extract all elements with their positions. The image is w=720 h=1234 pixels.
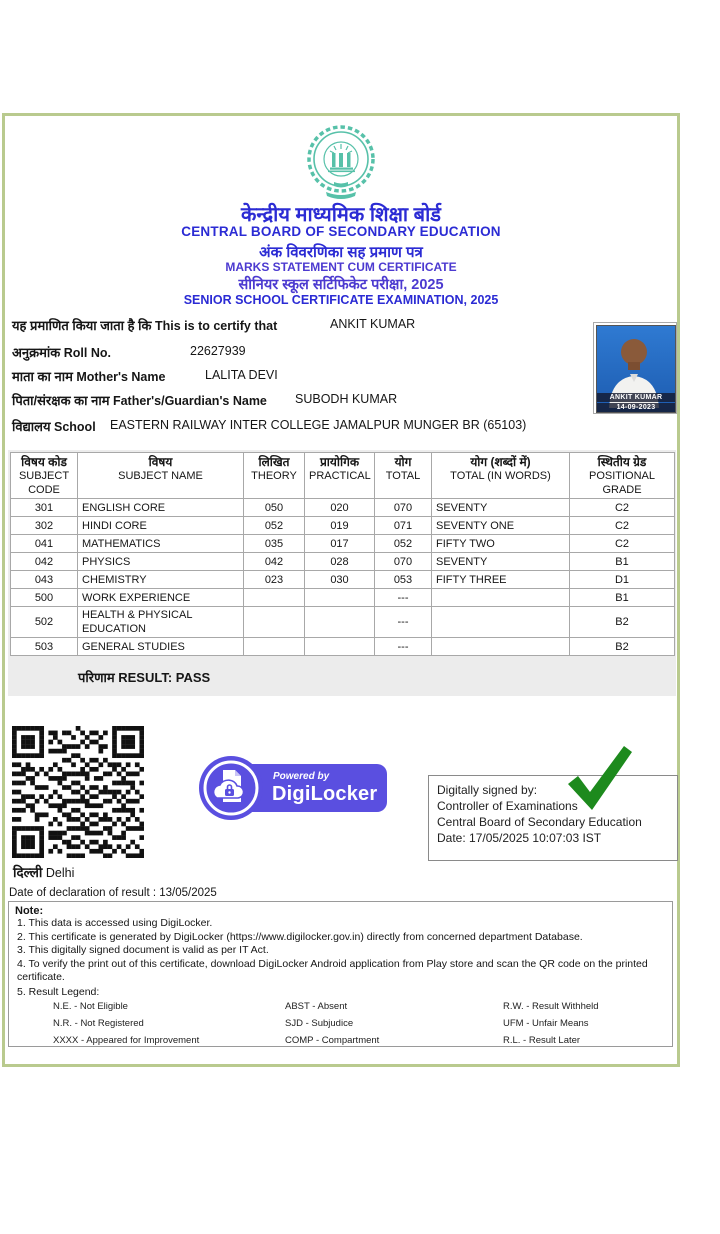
student-photo-image [596,325,676,413]
table-cell: WORK EXPERIENCE [78,589,244,607]
doc-title-hindi: अंक विवरणिका सह प्रमाण पत्र [259,244,423,261]
col-total-words: योग (शब्दों में) TOTAL (IN WORDS) [432,453,570,499]
legend-item: R.L. - Result Later [503,1034,581,1046]
note-title: Note: [15,905,44,917]
table-cell [305,638,375,656]
school-name: EASTERN RAILWAY INTER COLLEGE JAMALPUR MUNGER BR (65103) [110,418,527,432]
photo-caption-name: ANKIT KUMAR [597,393,675,402]
table-cell: 050 [244,499,305,517]
col-subject-code: विषय कोड SUBJECT CODE [11,453,78,499]
table-row [11,517,675,535]
result-value: RESULT: PASS [118,670,211,685]
notes-list [15,917,666,985]
legend-item: SJD - Subjudice [285,1017,354,1029]
table-row [11,607,675,638]
mother-row [12,367,670,385]
table-row [11,535,675,553]
table-cell: 041 [11,535,78,553]
legend-item: R.W. - Result Withheld [503,1000,599,1012]
result-legend-title: 5. Result Legend: [17,985,100,998]
result-label-hindi: परिणाम [78,670,115,685]
table-cell: PHYSICS [78,553,244,571]
cbse-seal-icon [306,122,376,202]
table-cell: 023 [244,571,305,589]
school-label-english: School [54,420,96,434]
declaration-date: 13/05/2025 [159,887,217,899]
table-cell: 302 [11,517,78,535]
table-cell: 053 [375,571,432,589]
legend-item: COMP - Compartment [285,1034,380,1046]
digilocker-badge [231,764,387,812]
table-cell: GENERAL STUDIES [78,638,244,656]
certify-label-hindi: यह प्रमाणित किया जाता है कि [12,318,152,333]
table-cell: 500 [11,589,78,607]
table-row [11,589,675,607]
table-cell: --- [375,589,432,607]
table-cell: D1 [570,571,675,589]
candidate-name: ANKIT KUMAR [330,317,416,331]
table-cell: --- [375,607,432,638]
table-row [11,553,675,571]
result-line [78,668,210,686]
table-cell: SEVENTY [432,553,570,571]
certify-label-english: This is to certify that [155,319,278,333]
legend-item: UFM - Unfair Means [503,1017,589,1029]
signature-line4: Date: 17/05/2025 10:07:03 IST [437,831,602,845]
table-cell: B1 [570,589,675,607]
exam-name-hindi: सीनियर स्कूल सर्टिफिकेट परीक्षा, 2025 [238,277,444,293]
table-cell: 052 [375,535,432,553]
table-cell: 070 [375,553,432,571]
table-cell: CHEMISTRY [78,571,244,589]
col-subject-name: विषय SUBJECT NAME [78,453,244,499]
table-cell [432,589,570,607]
mother-label-english: Mother's Name [76,370,166,384]
roll-number: 22627939 [190,344,246,358]
legend-item: N.R. - Not Registered [53,1017,144,1029]
table-cell [432,607,570,638]
declaration-line [9,887,217,899]
father-label-hindi: पिता/संरक्षक का नाम [12,393,110,408]
qr-code-icon [12,726,144,858]
table-cell: 028 [305,553,375,571]
table-cell: 042 [11,553,78,571]
certificate-page [2,113,680,1067]
col-total: योग TOTAL [375,453,432,499]
table-cell: 043 [11,571,78,589]
table-cell: 017 [305,535,375,553]
table-cell: 035 [244,535,305,553]
col-theory: लिखित THEORY [244,453,305,499]
marks-table-body [11,499,675,656]
place-english: Delhi [45,866,75,880]
table-cell: C2 [570,517,675,535]
table-cell [305,589,375,607]
note-item: 3. This digitally signed document is valid as per IT Act. [17,944,269,956]
father-row [12,391,670,409]
roll-label-english: Roll No. [63,346,111,360]
table-cell [305,607,375,638]
table-cell: 070 [375,499,432,517]
table-cell: 301 [11,499,78,517]
table-cell: 503 [11,638,78,656]
table-cell: ENGLISH CORE [78,499,244,517]
table-cell: 071 [375,517,432,535]
signature-line3: Central Board of Secondary Education [437,815,642,829]
col-practical: प्रायोगिक PRACTICAL [305,453,375,499]
table-cell: 042 [244,553,305,571]
marks-panel [8,450,676,696]
result-legend [53,1001,666,1046]
legend-item: N.E. - Not Eligible [53,1000,128,1012]
declaration-label: Date of declaration of result : [9,887,157,899]
table-cell: C2 [570,499,675,517]
mother-label-hindi: माता का नाम [12,369,73,384]
table-row [11,571,675,589]
note-item: 2. This certificate is generated by DigiLocker (https://www.digilocker.gov.in) directly from concerned department Database. [17,930,583,943]
table-cell [244,638,305,656]
green-checkmark-icon [558,742,636,814]
roll-row [12,343,670,361]
table-cell: MATHEMATICS [78,535,244,553]
signature-line1: Digitally signed by: [437,783,538,797]
table-cell: 019 [305,517,375,535]
roll-label-hindi: अनुक्रमांक [12,345,61,360]
table-cell: C2 [570,535,675,553]
table-cell: 020 [305,499,375,517]
place-line [13,863,74,881]
table-cell [244,607,305,638]
col-positional-grade: स्थितीय ग्रेड POSITIONAL GRADE [570,453,675,499]
table-cell: 052 [244,517,305,535]
legend-item: XXXX - Appeared for Improvement [53,1034,200,1046]
table-cell: B2 [570,638,675,656]
note-item: 4. To verify the print out of this certificate, download DigiLocker Android application from Play store and scan the QR code on the printed certificate. [17,957,648,983]
digilocker-cloud-lock-icon [199,756,263,820]
digital-signature-box [428,775,678,861]
table-cell: --- [375,638,432,656]
table-cell [244,589,305,607]
powered-by-label: Powered by [273,771,330,782]
table-header-row [11,453,675,499]
table-cell: SEVENTY ONE [432,517,570,535]
school-label-hindi: विद्यालय [12,419,51,434]
note-box [8,901,673,1047]
cbse-logo [5,122,677,207]
school-row [12,417,670,435]
board-name-english: CENTRAL BOARD OF SECONDARY EDUCATION [181,224,501,239]
table-cell: FIFTY THREE [432,571,570,589]
mother-name: LALITA DEVI [205,368,278,382]
table-cell: 502 [11,607,78,638]
qr-code [12,726,144,858]
table-cell: HINDI CORE [78,517,244,535]
table-cell [432,638,570,656]
table-cell: B1 [570,553,675,571]
father-name: SUBODH KUMAR [295,392,398,406]
note-item: 1. This data is accessed using DigiLocker. [17,917,213,929]
signature-line2: Controller of Examinations [437,799,578,813]
legend-item: ABST - Absent [285,1000,348,1012]
certify-row [12,316,670,334]
table-cell: HEALTH & PHYSICAL EDUCATION [78,607,244,638]
photo-caption-date: 14-09-2023 [597,403,675,412]
table-cell: 030 [305,571,375,589]
digilocker-wordmark: DigiLocker [272,783,378,805]
board-name-hindi: केन्द्रीय माध्यमिक शिक्षा बोर्ड [241,204,441,226]
table-cell: FIFTY TWO [432,535,570,553]
father-label-english: Father's/Guardian's Name [112,394,267,408]
exam-name-english: SENIOR SCHOOL CERTIFICATE EXAMINATION, 2025 [183,293,499,307]
table-row [11,499,675,517]
place-hindi: दिल्ली [13,865,43,880]
marks-table [10,452,675,656]
table-cell: B2 [570,607,675,638]
table-cell: SEVENTY [432,499,570,517]
table-row [11,638,675,656]
student-photo [593,322,677,414]
doc-title-english: MARKS STATEMENT CUM CERTIFICATE [225,260,457,274]
